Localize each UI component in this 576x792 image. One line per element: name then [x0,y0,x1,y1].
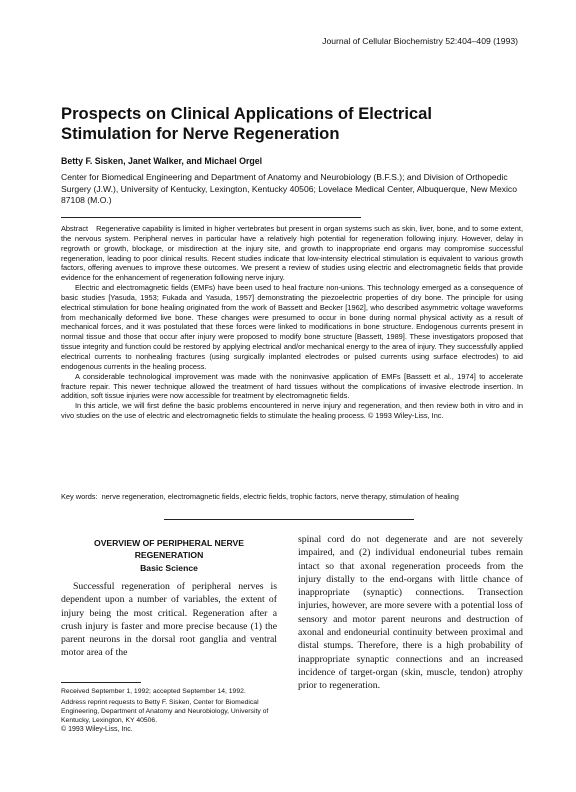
body-paragraph: spinal cord do not degenerate and are not severely impaired, and (2) individual endoneurial tubes remain intact so that axonal regeneration proceeds from the injury distally to the end-organs with little chance of inappropriate (synaptic) connections. Transection injuries, however, are more severe with a potential loss of sensory and motor parent neurons and destruction of axonal and endoneurial continuity between proximal and distal stumps. Therefore, there is a high probability of inappropriate synaptic connections and an increased incidence of target-organ (skin, muscle, tendon) atrophy prior to regeneration. [298,534,523,692]
keywords [61,492,523,503]
footnote-received: Received September 1, 1992; accepted September 14, 1992. [61,688,246,695]
section-divider [164,519,414,520]
section-subheading: Basic Science [140,563,198,573]
footnote-divider [61,682,141,683]
abstract-divider [61,217,361,218]
section-heading: OVERVIEW OF PERIPHERAL NERVE REGENERATION [94,538,244,560]
journal-citation: Journal of Cellular Biochemistry 52:404–409 (1993) [322,36,518,46]
footnote-address: Address reprint requests to Betty F. Sisken, Center for Biomedical Engineering, Department of Anatomy and Neurobiology, University of Kentucky, Lexington, KY 40506. [61,698,269,724]
right-column [298,533,523,693]
keywords-label: Key words: [61,492,98,501]
abstract-label: Abstract [61,224,89,233]
copyright-notice: © 1993 Wiley-Liss, Inc. [61,726,133,733]
abstract-block [61,224,523,421]
left-column [61,533,277,660]
body-paragraph: Successful regeneration of peripheral nerves is dependent upon a number of variables, the extent of injury being the most critical. Regeneration after a crush injury is faster and more precise because (1) the parent neurons in the dorsal root ganglia and ventral motor area of the [61,581,277,659]
author-affiliation: Center for Biomedical Engineering and Department of Anatomy and Neurobiology (B.F.S.); and Division of Orthopedic Surgery (J.W.), University of Kentucky, Lexington, Kentucky 40506; Lovelace Medical Center, Albuquerque, New Mexico 87108 (M.O.) [61,172,518,206]
abstract-paragraph: A considerable technological improvement was made with the noninvasive application of EMFs [Bassett et al., 1974] to accelerate fracture repair. This newer technique allowed the treatment of hard tissues without the complications of invasive electrode insertion. In addition, soft tissue injuries were now accessible for treatment by electromagnetic fields. [61,371,523,401]
article-title: Prospects on Clinical Applications of Electrical Stimulation for Nerve Regeneration [61,104,432,143]
keywords-text: nerve regeneration, electromagnetic fields, electric fields, trophic factors, nerve therapy, stimulation of healing [101,492,459,501]
article-authors: Betty F. Sisken, Janet Walker, and Michael Orgel [61,156,263,166]
abstract-text: Regenerative capability is limited in higher vertebrates but present in organ systems such as skin, liver, bone, and to some extent, the nervous system. Peripheral nerves in particular have a relatively high potential for regeneration following injury. However, delay in regrowth or growth, blockage, or misdirection at the injury site, and growth to inappropriate end organs may compromise successful regeneration, leading to poor clinical results. Recent studies indicate that low-intensity electrical stimulation is equivalent to various growth factors, offering avenues to improve these outcomes. We present a review of studies using electric and electromagnetic fields that provide evidence for the enhancement of regeneration following nerve injury. [61,224,523,283]
abstract-paragraph: Electric and electromagnetic fields (EMFs) have been used to heal fracture non-unions. This technology emerged as a consequence of basic studies [Yasuda, 1953; Fukada and Yasuda, 1957] demonstrating the piezoelectric properties of dry bone. The principle for using electrical stimulation for bone healing originated from the work of Bassett and Becker [1962], who described asymmetric voltage waveforms from mechanically deformed live bone. These changes were presumed to occur in bone during normal physical activity as a result of mechanical forces, and it was postulated that these forces were linked to modifications in bone structure. Endogenous currents present in normal tissue and those that occur after injury were proposed to modify bone structure [Bassett, 1989]. These investigators proposed that tissue integrity and function could be restored by applying electrical and/or mechanical energy to the area of injury. They successfully applied electrical currents to nonhealing fractures (using surgically implanted electrodes or pulsed currents using surface electrodes) to aid endogenous currents in the healing process. [61,283,523,371]
abstract-paragraph [61,224,523,283]
abstract-paragraph: In this article, we will first define the basic problems encountered in nerve injury and regeneration, and then review both in vitro and in vivo studies on the use of electric and electromagnetic fields to stimulate the healing process. © 1993 Wiley-Liss, Inc. [61,401,523,421]
footnote [61,688,277,728]
